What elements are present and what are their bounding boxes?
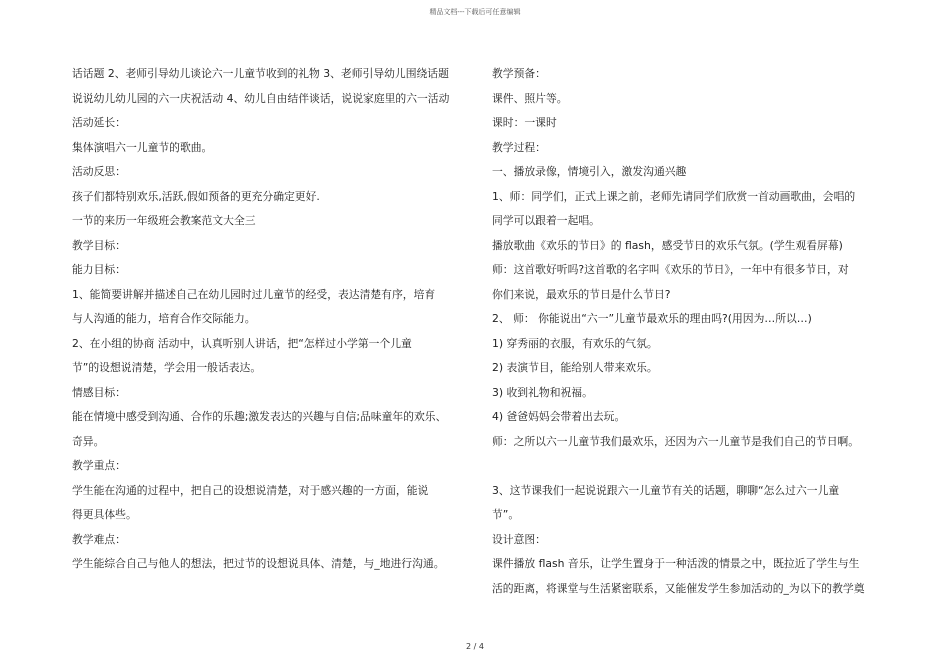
- text-line: 情感目标：: [72, 385, 126, 399]
- text-line: 1、能简要讲解并描述自己在幼儿园时过儿童节的经受，表达清楚有序，培育: [72, 287, 436, 301]
- text-line: 一节的来历一年级班会教案范文大全三: [72, 214, 256, 227]
- text-line: 奇异。: [72, 434, 105, 448]
- text-line: 孩子们都特别欢乐,活跃,假如预备的更充分确定更好.: [72, 189, 320, 203]
- text-line: 师：这首歌好听吗?这首歌的名字叫《欢乐的节日》，一年中有很多节日，对: [492, 263, 849, 276]
- text-line: 能在情境中感受到沟通、合作的乐趣;激发表达的兴趣与自信;品味童年的欢乐、: [72, 410, 447, 423]
- text-line: 能力目标：: [72, 263, 126, 276]
- text-line: 你们来说，最欢乐的节日是什么节日?: [492, 287, 671, 301]
- text-line: 1) 穿秀丽的衣服，有欢乐的气氛。: [492, 336, 658, 350]
- text-line: 得更具体些。: [72, 508, 137, 521]
- text-line: 节”。: [492, 508, 520, 521]
- text-line: 课件、照片等。: [492, 91, 568, 105]
- text-line: 一、播放录像，情境引入，激发沟通兴趣: [492, 165, 687, 178]
- text-line: 设计意图：: [492, 532, 546, 546]
- text-line: 与人沟通的能力，培育合作交际能力。: [72, 312, 256, 325]
- text-line: 活的距离，将课堂与生活紧密联系，又能催发学生参加活动的_为以下的教学奠: [492, 581, 865, 595]
- text-line: 课时：一课时: [492, 116, 557, 129]
- text-line: 教学重点：: [72, 459, 126, 472]
- left-text-column: [72, 62, 467, 577]
- text-line: 同学可以跟着一起唱。: [492, 214, 600, 227]
- text-line: 2) 表演节目，能给别人带来欢乐。: [492, 361, 658, 374]
- text-line: 教学难点：: [72, 532, 126, 546]
- text-line: 播放歌曲《欢乐的节日》的 flash，感受节日的欢乐气氛。(学生观看屏幕): [492, 238, 843, 252]
- text-line: 教学预备：: [492, 67, 546, 80]
- text-line: 3、这节课我们一起说说跟六一儿童节有关的话题，聊聊“怎么过六一儿童: [492, 483, 840, 497]
- text-line: 学生能综合自己与他人的想法，把过节的设想说具体、清楚，与_地进行沟通。: [72, 557, 445, 570]
- text-line: 师：之所以六一儿童节我们最欢乐，还因为六一儿童节是我们自己的节日啊。: [492, 434, 860, 448]
- text-line: 2、在小组的协商 活动中，认真听别人讲话，把“怎样过小学第一个儿童: [72, 336, 412, 350]
- page-header: 精品文档---下载后可任意编辑: [429, 8, 521, 16]
- page-number: 2 / 4: [466, 642, 484, 651]
- text-line: 教学目标：: [72, 238, 126, 252]
- text-line: [492, 454, 882, 479]
- text-line: 说说幼儿幼儿园的六一庆祝活动 4、幼儿自由结伴谈话，说说家庭里的六一活动: [72, 91, 450, 105]
- text-line: 1、师：同学们，正式上课之前，老师先请同学们欣赏一首动画歌曲，会唱的: [492, 189, 856, 203]
- text-line: 4) 爸爸妈妈会带着出去玩。: [492, 410, 626, 423]
- text-line: 话话题 2、老师引导幼儿谈论六一儿童节收到的礼物 3、老师引导幼儿围绕话题: [72, 67, 449, 80]
- text-line: 3) 收到礼物和祝福。: [492, 385, 593, 399]
- text-line: 活动反思：: [72, 165, 126, 178]
- text-line: 教学过程：: [492, 140, 546, 154]
- right-text-column: [492, 62, 882, 601]
- text-line: 课件播放 flash 音乐，让学生置身于一种活泼的情景之中，既拉近了学生与生: [492, 557, 860, 570]
- text-line: 2、 师： 你能说出“六一”儿童节最欢乐的理由吗?(用因为…所以…): [492, 312, 812, 325]
- text-line: 活动延长：: [72, 116, 126, 129]
- text-line: 节”的设想说清楚，学会用一般话表达。: [72, 361, 262, 374]
- text-line: 集体演唱六一儿童节的歌曲。: [72, 140, 213, 154]
- text-line: 学生能在沟通的过程中，把自己的设想说清楚，对于感兴趣的一方面，能说: [72, 483, 429, 497]
